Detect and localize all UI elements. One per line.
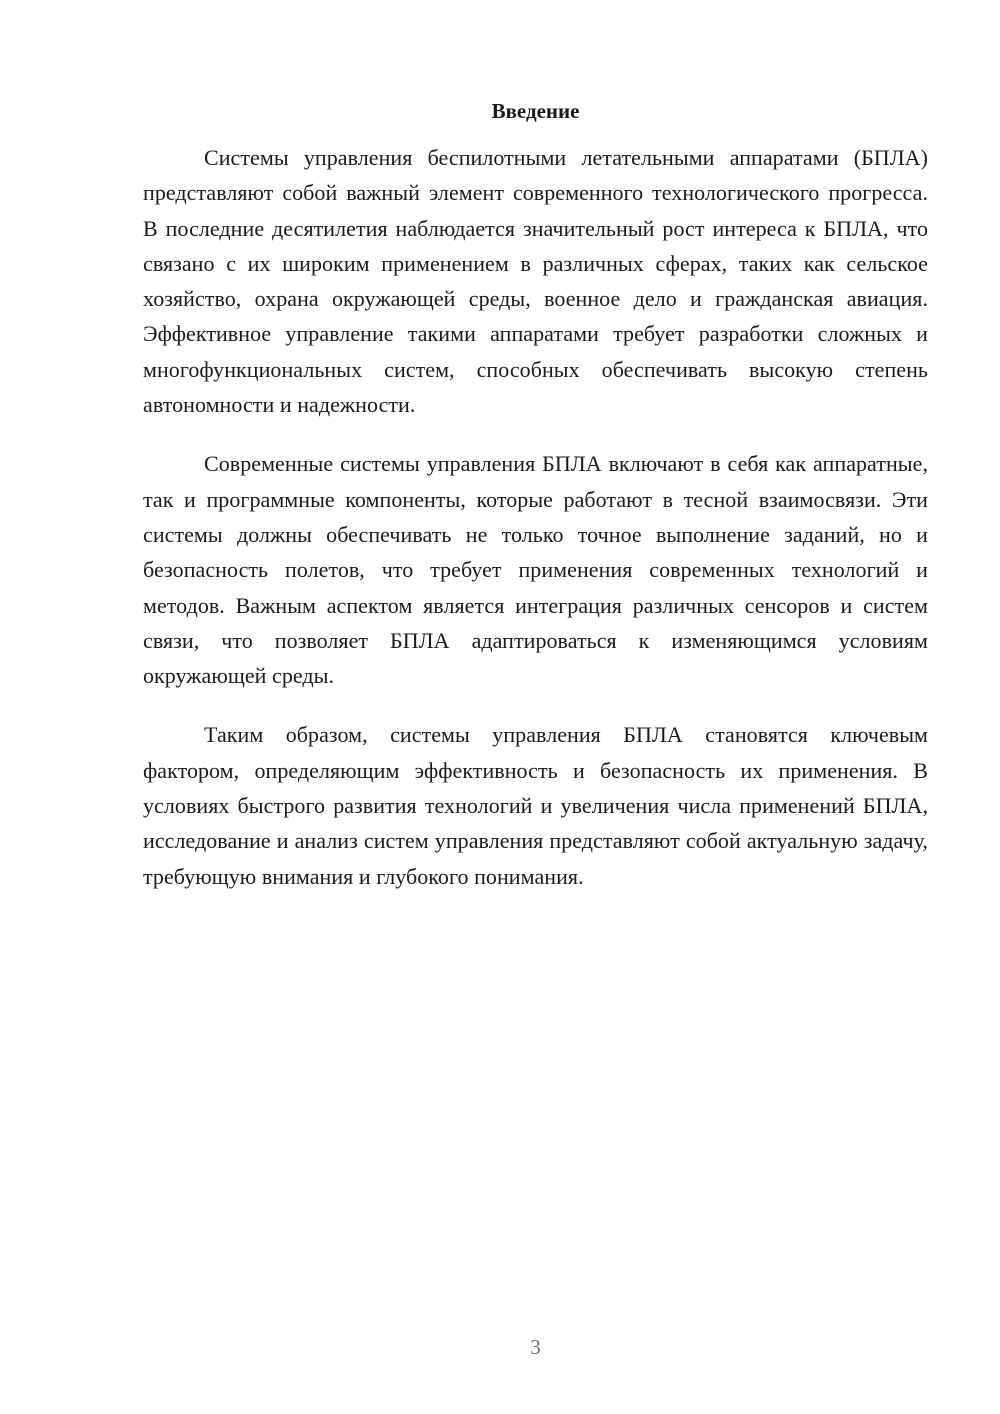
section-title: Введение (491, 99, 580, 123)
page-number: 3 (530, 1335, 541, 1359)
paragraph-3: Таким образом, системы управления БПЛА становятся ключевым фактором, определяющим эффективность и безопасность их применения. В условиях быстрого развития технологий и увеличения числа применений БПЛА, исследование и анализ систем управления представляют собой актуальную задачу, требующую внимания и глубокого понимания. (143, 722, 928, 889)
paragraph-2: Современные системы управления БПЛА включают в себя как аппаратные, так и программные компоненты, которые работают в тесной взаимосвязи. Эти системы должны обеспечивать не только точное выполнение заданий, но и безопасность полетов, что требует применения современных технологий и методов. Важным аспектом является интеграция различных сенсоров и систем связи, что позволяет БПЛА адаптироваться к изменяющимся условиям окружающей среды. (143, 451, 928, 689)
paragraph-1: Системы управления беспилотными летательными аппаратами (БПЛА) представляют собой важный элемент современного технологического прогресса. В последние десятилетия наблюдается значительный рост интереса к БПЛА, что связано с их широким применением в различных сферах, таких как сельское хозяйство, охрана окружающей среды, военное дело и гражданская авиация. Эффективное управление такими аппаратами требует разработки сложных и многофункциональных систем, способных обеспечивать высокую степень автономности и надежности. (143, 145, 928, 418)
page-content (143, 96, 928, 894)
